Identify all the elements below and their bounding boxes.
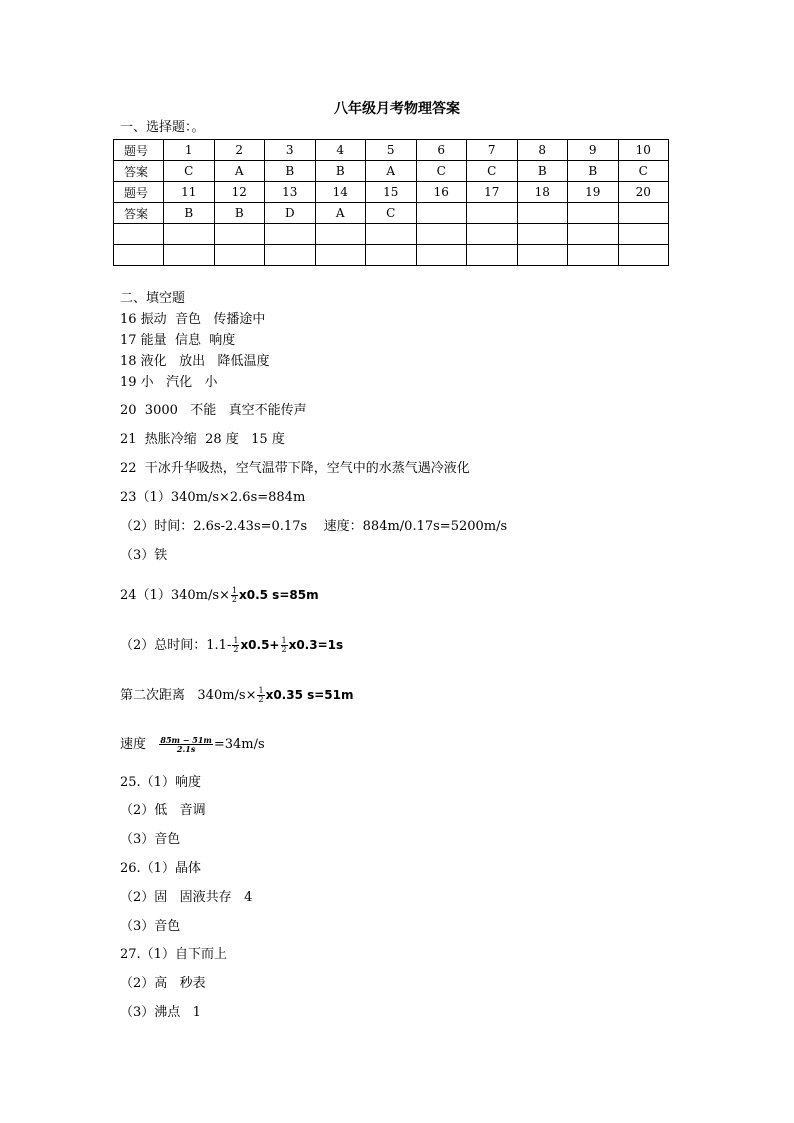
table-cell: 2 — [214, 140, 265, 161]
answer-line-27-1: 27.（1）自下而上 — [120, 947, 227, 962]
answer-line-24-1 — [120, 587, 319, 604]
fraction-speed — [159, 736, 212, 753]
answer-table — [113, 139, 669, 266]
table-cell: 13 — [265, 182, 316, 203]
table-cell — [416, 245, 467, 266]
table-cell: B — [315, 161, 366, 182]
table-cell: C — [164, 161, 215, 182]
table-cell: B — [517, 161, 568, 182]
table-cell — [164, 224, 215, 245]
table-cell: 14 — [315, 182, 366, 203]
answer-line-16: 16 振动 音色 传播途中 — [120, 312, 266, 327]
table-row — [114, 140, 669, 161]
formula-suffix: x0.5 s=85m — [239, 588, 319, 602]
table-cell: 18 — [517, 182, 568, 203]
table-cell: 19 — [568, 182, 619, 203]
fraction-denominator: 2 — [258, 695, 264, 704]
formula-suffix: x0.35 s=51m — [265, 688, 354, 702]
formula-suffix: x0.3=1s — [288, 638, 344, 652]
table-cell: 20 — [618, 182, 669, 203]
answer-line-20: 20 3000 不能 真空不能传声 — [120, 403, 307, 418]
table-cell — [366, 224, 417, 245]
answer-line-26-3: （3）音色 — [120, 919, 181, 934]
table-cell — [164, 245, 215, 266]
table-cell — [568, 245, 619, 266]
table-cell: 7 — [467, 140, 518, 161]
table-cell: 17 — [467, 182, 518, 203]
table-cell: D — [265, 203, 316, 224]
fraction-half — [232, 637, 239, 654]
table-cell — [467, 203, 518, 224]
table-cell — [416, 224, 467, 245]
answer-line-19: 19 小 汽化 小 — [120, 375, 218, 390]
row-header-cell: 答案 — [114, 203, 164, 224]
formula-middle: x0.5+ — [240, 638, 280, 652]
row-header-cell — [114, 224, 164, 245]
table-row — [114, 203, 669, 224]
row-header-cell: 答案 — [114, 161, 164, 182]
table-cell — [618, 245, 669, 266]
fraction-denominator: 2 — [233, 645, 239, 654]
table-cell — [517, 245, 568, 266]
answer-line-24-4 — [120, 736, 265, 753]
table-cell — [366, 245, 417, 266]
table-cell: B — [265, 161, 316, 182]
table-cell: C — [467, 161, 518, 182]
answer-line-23-3: （3）铁 — [120, 548, 168, 563]
table-cell: C — [416, 161, 467, 182]
table-cell — [265, 224, 316, 245]
table-row — [114, 224, 669, 245]
table-cell: 11 — [164, 182, 215, 203]
answer-line-22: 22 干冰升华吸热，空气温带下降，空气中的水蒸气遇冷液化 — [120, 461, 470, 476]
table-cell: C — [366, 203, 417, 224]
fraction-numerator: 1 — [231, 586, 237, 595]
answer-line-27-2: （2）高 秒表 — [120, 976, 206, 991]
table-cell — [315, 224, 366, 245]
table-cell: 4 — [315, 140, 366, 161]
table-cell: 6 — [416, 140, 467, 161]
table-row — [114, 161, 669, 182]
fraction-denominator: 2 — [281, 645, 287, 654]
fraction-numerator: 1 — [233, 636, 239, 645]
table-cell: C — [618, 161, 669, 182]
fraction-denominator: 2 — [231, 595, 237, 604]
table-cell — [467, 245, 518, 266]
table-cell: 1 — [164, 140, 215, 161]
table-cell: B — [164, 203, 215, 224]
row-header-cell: 题号 — [114, 182, 164, 203]
formula-prefix: 24（1）340m/s× — [120, 588, 230, 603]
formula-prefix: 速度 — [120, 737, 159, 752]
formula-prefix: （2）总时间：1.1- — [120, 638, 232, 653]
fraction-denominator: 2.1s — [176, 744, 196, 754]
table-cell — [517, 224, 568, 245]
section-heading-multiple-choice: 一、选择题：。 — [120, 120, 205, 135]
table-cell — [517, 203, 568, 224]
table-cell: 3 — [265, 140, 316, 161]
answer-line-17: 17 能量 信息 响度 — [120, 333, 236, 348]
table-cell: A — [366, 161, 417, 182]
answer-line-26-1: 26.（1）晶体 — [120, 861, 201, 876]
table-cell: 5 — [366, 140, 417, 161]
fraction-half — [257, 687, 264, 704]
table-cell: 12 — [214, 182, 265, 203]
answer-line-24-3 — [120, 687, 354, 704]
row-header-cell: 题号 — [114, 140, 164, 161]
table-cell — [618, 224, 669, 245]
fraction-numerator: 1 — [281, 636, 287, 645]
answer-line-25-1: 25.（1）响度 — [120, 775, 201, 790]
table-cell — [618, 203, 669, 224]
table-cell: 9 — [568, 140, 619, 161]
answer-line-24-2 — [120, 637, 343, 654]
table-cell — [568, 224, 619, 245]
table-row — [114, 245, 669, 266]
table-cell: A — [315, 203, 366, 224]
table-cell: 15 — [366, 182, 417, 203]
table-cell: A — [214, 161, 265, 182]
table-row — [114, 182, 669, 203]
fraction-numerator: 1 — [258, 686, 264, 695]
table-cell — [416, 203, 467, 224]
formula-suffix: =34m/s — [213, 737, 265, 752]
answer-line-23-1: 23（1）340m/s×2.6s=884m — [120, 490, 306, 505]
formula-prefix: 第二次距离 340m/s× — [120, 688, 257, 703]
fraction-numerator: 85m − 51m — [160, 735, 212, 745]
answer-line-26-2: （2）固 固液共存 4 — [120, 890, 253, 905]
page-title: 八年级月考物理答案 — [334, 101, 460, 117]
table-cell — [467, 224, 518, 245]
table-cell — [568, 203, 619, 224]
table-cell: 16 — [416, 182, 467, 203]
table-cell — [214, 224, 265, 245]
table-cell — [214, 245, 265, 266]
fraction-half — [281, 637, 288, 654]
table-cell — [315, 245, 366, 266]
table-cell: B — [214, 203, 265, 224]
row-header-cell — [114, 245, 164, 266]
table-cell: 8 — [517, 140, 568, 161]
answer-line-25-2: （2）低 音调 — [120, 803, 206, 818]
answer-line-18: 18 液化 放出 降低温度 — [120, 354, 270, 369]
fraction-half — [231, 587, 238, 604]
section-heading-fill-in: 二、填空题 — [120, 291, 186, 306]
table-cell: 10 — [618, 140, 669, 161]
answer-line-27-3: （3）沸点 1 — [120, 1005, 201, 1020]
table-cell — [265, 245, 316, 266]
table-cell: B — [568, 161, 619, 182]
answer-line-23-2: （2）时间：2.6s-2.43s=0.17s 速度：884m/0.17s=5200m/s — [120, 519, 508, 534]
answer-line-25-3: （3）音色 — [120, 832, 181, 847]
answer-line-21: 21 热胀冷缩 28 度 15 度 — [120, 432, 285, 447]
